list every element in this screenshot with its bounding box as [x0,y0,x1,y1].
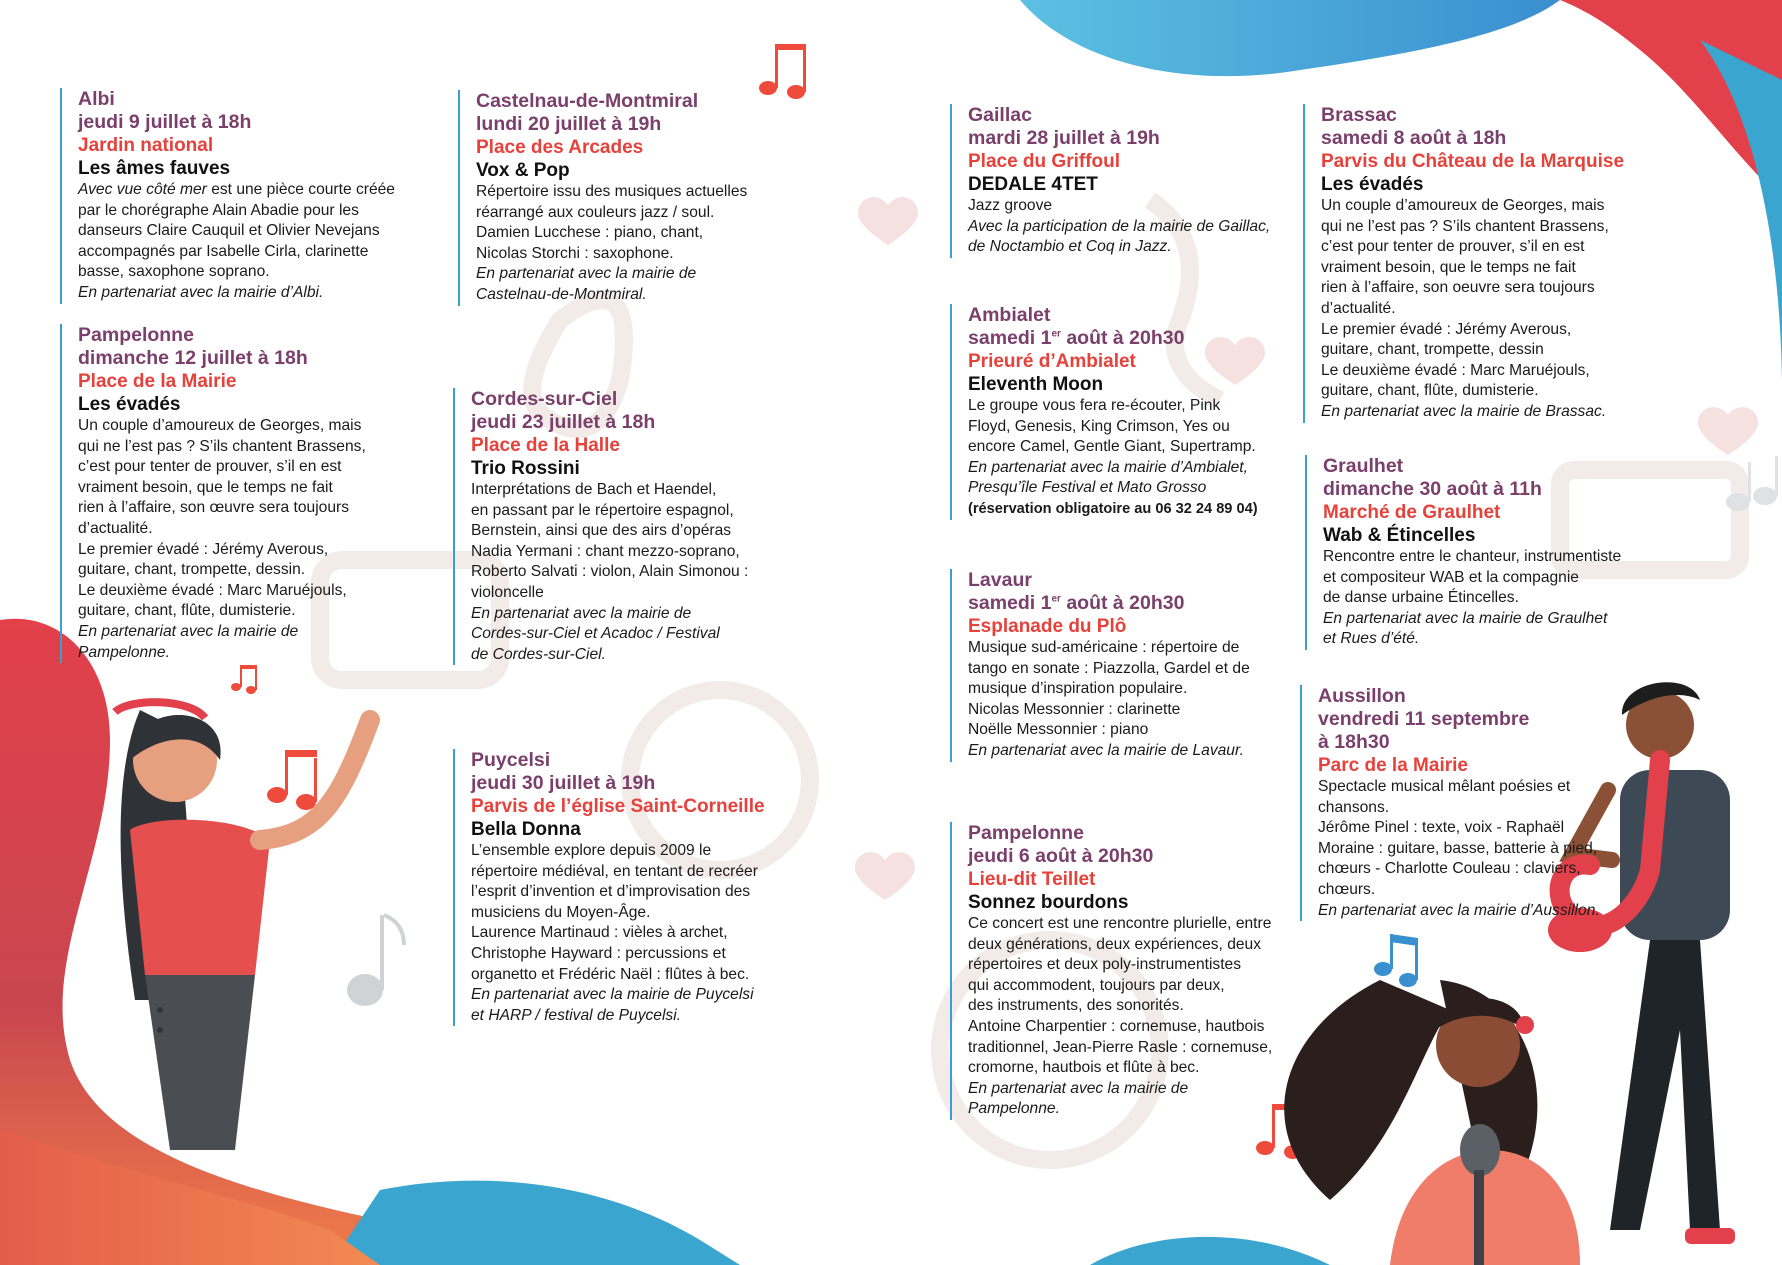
event-partner-line: de Noctambio et Coq in Jazz. [968,238,1172,256]
event-date: jeudi 6 août à 20h30 [968,845,1154,867]
music-note-icon [759,44,806,99]
event-date: lundi 20 juillet à 19h [476,113,662,135]
event-description-line: Ce concert est une rencontre plurielle, entre [968,915,1272,932]
event-date [968,592,1250,615]
event-graulhet [1305,455,1621,650]
event-description-line: guitare, chant, trompette, dessin [1321,341,1544,359]
music-note-icon [347,915,404,1006]
event-description-line: Nicolas Messonnier : clarinette [968,700,1181,718]
event-description-italic: Avec vue côté mer [78,181,207,198]
event-description-line: qui ne l’est pas ? S’ils chantent Brassens, [78,437,366,455]
event-description-line: l’esprit d’invention et d’improvisation des [471,883,751,901]
event-description-line: traditionnel, Jean-Pierre Rasle : cornemuse, [968,1038,1273,1056]
event-description-line: en passant par le répertoire espagnol, [471,501,734,519]
event-description-line: chansons. [1318,798,1390,816]
faint-heart-icon [858,197,918,245]
event-description-line: c’est pour tenter de prouver, s’il en est [78,458,342,476]
event-description-line: rien à l’affaire, son oeuvre sera toujours [1321,279,1595,297]
event-description-line: organetto et Frédéric Naël : flûtes à bec. [471,965,750,983]
event-date: jeudi 23 juillet à 18h [471,411,656,433]
event-aussillon [1300,685,1600,921]
event-description-line: Roberto Salvati : violon, Alain Simonou : [471,563,749,581]
event-date: dimanche 30 août à 11h [1323,478,1542,500]
event-title: Les évadés [78,394,181,415]
event-description-line: cromorne, hautbois et flûte à bec. [968,1059,1200,1077]
event-venue: Parvis du Château de la Marquise [1321,151,1625,172]
event-city: Ambialet [968,304,1051,326]
event-description-line: Le groupe vous fera re-écouter, Pink [968,397,1221,414]
event-partner-line: En partenariat avec la mairie de [78,622,299,640]
event-description-line: danseurs Claire Cauquil et Olivier Nevejans [78,222,380,240]
event-city: Albi [78,88,115,110]
faint-heart-icon [855,852,915,900]
event-city: Brassac [1321,104,1397,126]
event-description-line: Spectacle musical mêlant poésies et [1318,778,1571,795]
dancer-woman-illustration [115,702,370,1150]
event-partner-line: En partenariat avec la mairie d’Albi. [78,283,324,301]
music-note-icon [1374,934,1418,987]
event-venue: Place du Griffoul [968,151,1121,172]
event-partner-line: En partenariat avec la mairie de [968,1079,1189,1097]
event-date-ordinal: er [1051,328,1061,340]
event-partner-line: En partenariat avec la mairie de [471,604,692,622]
event-partner-line: En partenariat avec la mairie de Lavaur. [968,741,1244,759]
event-description-line: Interprétations de Bach et Haendel, [471,481,717,498]
event-partner-line: et Rues d’été. [1323,630,1420,648]
event-date: à 18h30 [1318,731,1390,753]
event-description-line: vraiment besoin, que le temps ne fait [1321,258,1576,276]
event-description-line: Un couple d’amoureux de Georges, mais [1321,197,1605,214]
event-venue: Esplanade du Plô [968,616,1127,637]
event-city: Gaillac [968,104,1032,126]
singer-woman-illustration [1284,980,1580,1265]
event-venue: Parc de la Mairie [1318,755,1468,776]
event-date: dimanche 12 juillet à 18h [78,347,308,369]
event-city: Cordes-sur-Ciel [471,388,618,410]
event-venue: Parvis de l’église Saint-Corneille [471,796,765,817]
event-date: samedi 8 août à 18h [1321,127,1507,149]
event-date-time: août à 20h30 [1060,327,1185,349]
event-description-line: Nadia Yermani : chant mezzo-soprano, [471,542,740,560]
event-description-line: par le chorégraphe Alain Abadie pour les [78,201,359,219]
event-description-line: Rencontre entre le chanteur, instrumentiste [1323,548,1622,565]
event-date-ordinal: er [1051,593,1061,605]
event-description-line: Jazz groove [968,197,1053,214]
event-description-line: guitare, chant, trompette, dessin. [78,561,306,579]
event-partner-line: Pampelonne. [78,643,170,661]
event-castelnau [458,90,747,306]
event-partner-line: Avec la participation de la mairie de Gaillac, [968,217,1271,235]
event-title: Les âmes fauves [78,158,231,179]
event-description-line: chœurs - Charlotte Couleau : claviers, [1318,860,1581,878]
reservation-note: (réservation obligatoire au 06 32 24 89 04) [968,500,1258,517]
event-partner-line: En partenariat avec la mairie de Brassac. [1321,402,1607,420]
event-title: Bella Donna [471,819,581,840]
music-note-icon [267,750,317,810]
event-ambialet [950,304,1258,520]
event-description-line: Floyd, Genesis, King Crimson, Yes ou [968,417,1230,435]
event-description-line: Bernstein, ainsi que des airs d’opéras [471,522,732,540]
event-partner-line: Castelnau-de-Montmiral. [476,285,647,303]
event-description-line: Répertoire issu des musiques actuelles [476,183,748,200]
event-lavaur [950,569,1250,762]
event-description-line: répertoires et deux poly-instrumentistes [968,956,1242,974]
event-title: Vox & Pop [476,160,570,181]
event-partner-line: Pampelonne. [968,1100,1060,1118]
event-partner-line: En partenariat avec la mairie de Graulhet [1323,609,1608,627]
event-venue: Prieuré d’Ambialet [968,351,1136,372]
event-date-time: août à 20h30 [1060,592,1185,614]
event-description-line: violoncelle [471,583,544,601]
event-venue: Jardin national [78,135,214,156]
event-description-line: d’actualité. [1321,299,1396,317]
event-title: Wab & Étincelles [1323,525,1476,546]
event-partner-line: En partenariat avec la mairie d’Aussillon. [1318,901,1600,919]
event-cordes [453,388,748,665]
event-description-line: réarrangé aux couleurs jazz / soul. [476,203,715,221]
event-description-line: rien à l’affaire, son œuvre sera toujours [78,499,349,517]
event-title: DEDALE 4TET [968,174,1098,195]
event-partner-line: En partenariat avec la mairie de [476,265,697,283]
event-description-line: Le deuxième évadé : Marc Maruéjouls, [1321,361,1590,379]
event-description-line: L’ensemble explore depuis 2009 le [471,842,712,859]
event-description-line: Le premier évadé : Jérémy Averous, [78,540,329,558]
event-title: Eleventh Moon [968,374,1104,395]
event-description-line: c’est pour tenter de prouver, s’il en est [1321,238,1585,256]
event-description-line: de danse urbaine Étincelles. [1323,589,1519,607]
event-date-day: samedi 1 [968,592,1052,614]
event-title: Sonnez bourdons [968,892,1129,913]
event-city: Aussillon [1318,685,1406,707]
event-city: Graulhet [1323,455,1404,477]
event-date: jeudi 30 juillet à 19h [471,772,656,794]
event-description-line: accompagnés par Isabelle Cirla, clarinette [78,242,369,260]
faint-heart-icon [1698,407,1758,455]
event-description-line: vraiment besoin, que le temps ne fait [78,478,333,496]
event-description-line: qui ne l’est pas ? S’ils chantent Brassens, [1321,217,1609,235]
event-partner-line: En partenariat avec la mairie d’Ambialet, [968,458,1248,476]
event-description-line: Noëlle Messonnier : piano [968,721,1149,739]
event-city: Pampelonne [968,822,1084,844]
event-description-line: encore Camel, Gentle Giant, Supertramp. [968,438,1256,456]
event-title: Les évadés [1321,174,1424,195]
event-description-line: Le premier évadé : Jérémy Averous, [1321,320,1572,338]
event-partner-line: En partenariat avec la mairie de Puycelsi [471,986,754,1004]
event-description-line: répertoire médiéval, en tentant de recréer [471,862,758,880]
event-description-text: est une pièce courte créée [206,181,395,198]
event-city: Lavaur [968,569,1032,591]
event-description-line: qui accommodent, toujours par deux, [968,976,1225,994]
event-venue: Lieu-dit Teillet [968,869,1096,890]
event-albi [60,88,395,304]
event-pampelonne-august [950,822,1272,1120]
event-city: Puycelsi [471,749,551,771]
event-description-line: Musique sud-américaine : répertoire de [968,639,1240,656]
event-description-line: guitare, chant, flûte, dumisterie. [1321,382,1539,400]
event-description-line: Christophe Hayward : percussions et [471,944,726,962]
event-description-line: Damien Lucchese : piano, chant, [476,224,704,242]
music-note-icon [231,665,257,694]
event-partner-line: et HARP / festival de Puycelsi. [471,1006,682,1024]
event-description-line: Un couple d’amoureux de Georges, mais [78,417,362,434]
bottom-blue-wave [330,1181,740,1265]
event-partner-line: Presqu’île Festival et Mato Grosso [968,479,1207,497]
event-date-day: samedi 1 [968,327,1052,349]
event-description-line: Le deuxième évadé : Marc Maruéjouls, [78,581,347,599]
event-venue: Place de la Halle [471,435,620,456]
event-description-line: Jérôme Pinel : texte, voix - Raphaël [1318,819,1565,837]
event-title: Trio Rossini [471,458,580,479]
top-blue-wave [1020,0,1560,76]
event-date: vendredi 11 septembre [1318,708,1530,730]
event-description-line: guitare, chant, flûte, dumisterie. [78,602,296,620]
event-description-line: chœurs. [1318,880,1376,898]
event-gaillac [950,104,1270,258]
event-description-line: Nicolas Storchi : saxophone. [476,244,674,262]
event-partner-line: de Cordes-sur-Ciel. [471,645,606,663]
event-date: jeudi 9 juillet à 18h [78,111,252,133]
event-date: mardi 28 juillet à 19h [968,127,1160,149]
event-description-line: Moraine : guitare, basse, batterie à pied, [1318,839,1598,857]
event-city: Pampelonne [78,324,194,346]
event-description-line: tango en sonate : Piazzolla, Gardel et de [968,659,1250,677]
event-description-line: musique d’inspiration populaire. [968,680,1188,698]
event-description-line: Laurence Martinaud : vièles à archet, [471,924,728,942]
event-description-line: deux générations, deux expériences, deux [968,935,1262,953]
event-description-line [78,180,395,201]
event-brassac [1303,104,1624,423]
event-description-line: des instruments, des sonorités. [968,997,1184,1015]
event-description-line: musiciens du Moyen-Âge. [471,903,651,921]
event-description-line: basse, saxophone soprano. [78,263,270,281]
event-partner-line: Cordes-sur-Ciel et Acadoc / Festival [471,625,720,643]
bottom-blue-right [1090,1237,1330,1265]
event-venue: Place de la Mairie [78,371,237,392]
event-venue: Place des Arcades [476,137,644,158]
event-description-line: Antoine Charpentier : cornemuse, hautbois [968,1017,1265,1035]
event-date [968,327,1258,350]
event-description-line: d’actualité. [78,519,153,537]
event-description-line: et compositeur WAB et la compagnie [1323,568,1579,586]
bottom-orange-wave [0,1130,380,1265]
event-venue: Marché de Graulhet [1323,502,1501,523]
event-puycelsi [453,749,765,1026]
event-pampelonne-july [60,324,366,663]
event-city: Castelnau-de-Montmiral [476,90,699,112]
